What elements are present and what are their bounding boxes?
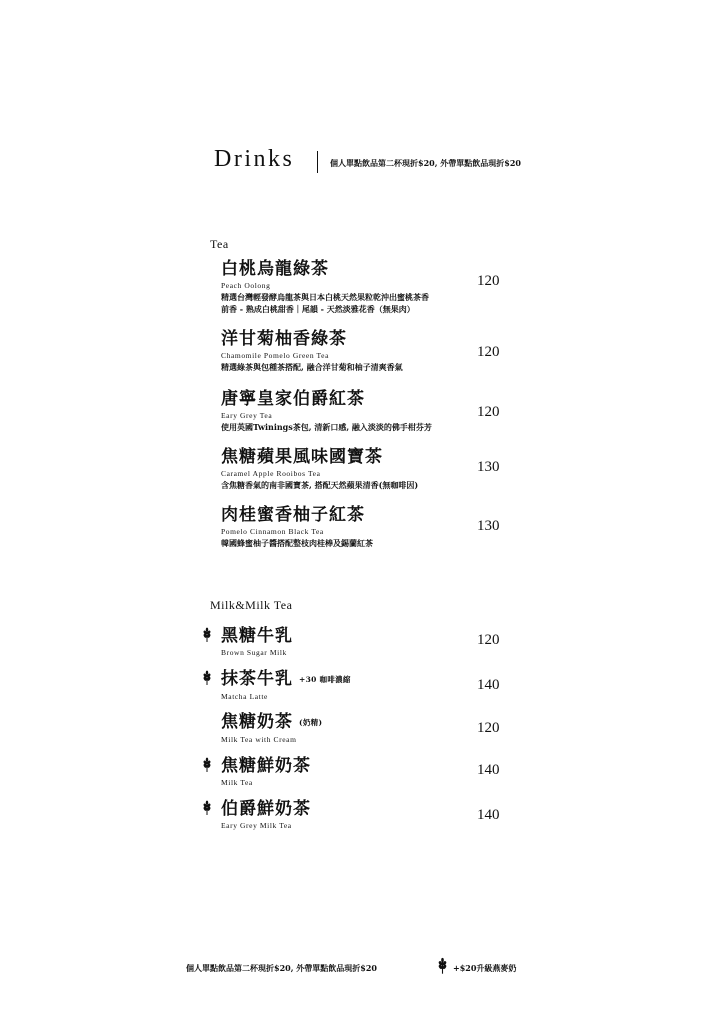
item-price: 130 [477,459,500,475]
item-name-text: 焦糖奶茶 [221,712,293,732]
discount-note: 個人單點飲品第二杯現折$20, 外帶單點飲品現折$20 [330,158,521,168]
item-name [221,711,521,734]
item-english-name: Eary Grey Tea [221,411,273,420]
item-english-name: Caramel Apple Rooibos Tea [221,469,321,478]
menu-item [221,625,521,658]
menu-item [221,258,521,315]
item-price: 120 [477,720,500,736]
item-english-name: Milk Tea with Cream [221,735,297,744]
item-price: 120 [477,632,500,648]
menu-item [221,755,521,788]
section-heading-tea: Tea [210,237,229,251]
item-price: 120 [477,404,500,420]
item-price: 140 [477,762,500,778]
menu-item [221,711,521,745]
item-description: 前香 - 熟成白桃甜香｜尾韻 - 天然淡雅花香（無果肉） [221,304,415,314]
item-price: 120 [477,273,500,289]
item-name: 洋甘菊柚香綠茶 [221,329,347,349]
item-english-name: Matcha Latte [221,692,268,701]
item-name: 伯爵鮮奶茶 [221,799,311,819]
wheat-icon [202,757,212,773]
menu-item [221,328,521,373]
item-price: 130 [477,518,500,534]
item-price: 120 [477,344,500,360]
item-description: 含焦糖香氣的南非國寶茶, 搭配天然蘋果清香(無咖啡因) [221,480,419,490]
menu-item [221,668,521,702]
item-name: 焦糖蘋果風味國寶茶 [221,447,383,467]
item-english-name: Brown Sugar Milk [221,648,287,657]
oat-milk-legend: +$20升級燕麥奶 [453,963,517,973]
title-divider [317,151,318,173]
item-english-name: Milk Tea [221,778,253,787]
item-name: 唐寧皇家伯爵紅茶 [221,389,365,409]
item-english-name: Peach Oolong [221,281,271,290]
section-heading-milk-tea: Milk&Milk Tea [210,598,293,612]
wheat-icon [202,800,212,816]
wheat-icon [202,627,212,643]
item-name [221,668,521,691]
item-english-name: Eary Grey Milk Tea [221,821,292,830]
item-description: 精選台灣輕發酵烏龍茶與日本白桃天然果粒乾沖出蜜桃茶香 [221,292,429,302]
menu-item [221,504,521,549]
menu-item [221,446,521,491]
item-english-name: Pomelo Cinnamon Black Tea [221,527,324,536]
item-description: 韓國蜂蜜柚子醬搭配整枝肉桂棒及錫蘭紅茶 [221,538,373,548]
footer-discount-note: 個人單點飲品第二杯現折$20, 外帶單點飲品現折$20 [186,963,377,973]
item-addon-note: (奶精) [299,718,323,727]
menu-item [221,798,521,831]
menu-item [221,388,521,433]
item-name: 白桃烏龍綠茶 [221,259,329,279]
item-english-name: Chamomile Pomelo Green Tea [221,351,330,360]
item-name: 焦糖鮮奶茶 [221,756,311,776]
item-addon-note: +30 咖啡濃縮 [299,675,351,684]
wheat-icon [437,957,448,975]
item-description: 精選綠茶與包種茶搭配, 融合洋甘菊和柚子清爽香氣 [221,362,403,372]
item-price: 140 [477,677,500,693]
page-title: Drinks [214,146,295,172]
item-price: 140 [477,807,500,823]
item-name-text: 抹茶牛乳 [221,669,293,689]
item-name: 黑糖牛乳 [221,626,293,646]
item-description: 使用英國Twinings茶包, 清新口感, 融入淡淡的佛手柑芬芳 [221,422,432,432]
wheat-icon [202,670,212,686]
item-name: 肉桂蜜香柚子紅茶 [221,505,365,525]
